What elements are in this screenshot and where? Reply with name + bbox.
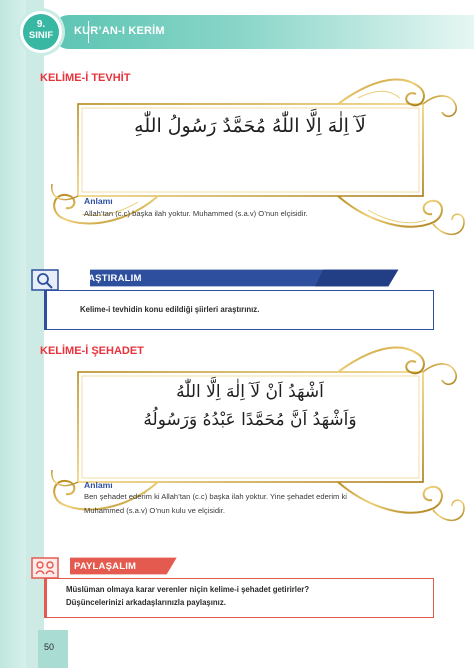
- research-ribbon-label: ARAŞTIRALIM: [74, 273, 142, 284]
- meaning-text-2-line2: Muhammed (s.a.v) O’nun kulu ve elçisidir.: [84, 506, 225, 515]
- arabic-sehadet-line1: اَشْهَدُ اَنْ لَآ اِلٰهَ اِلَّا اللّٰهُ: [176, 382, 324, 402]
- grade-number: 9.: [36, 19, 46, 30]
- share-text-line1: Müslüman olmaya karar verenler niçin kelime-i şehadet getirirler?: [66, 585, 310, 594]
- share-ribbon-label: PAYLAŞALIM: [74, 561, 137, 572]
- grade-badge: [20, 11, 62, 53]
- grade-label: SINIF: [28, 30, 54, 41]
- meaning-text-1: Allah’tan (c.c) başka ilah yoktur. Muhammed (s.a.v) O’nun elçisidir.: [84, 209, 308, 218]
- ornamental-frame: [38, 72, 468, 252]
- arabic-tevhit: لَآ اِلٰهَ اِلَّا اللّٰهُ مُحَمَّدٌ رَسُولُ اللّٰهِ: [134, 115, 366, 137]
- meaning-text-2-line1: Ben şehadet ederim ki Allah’tan (c.c) başka ilah yoktur. Yine şehadet ederim ki: [84, 492, 347, 501]
- people-share-icon: [30, 556, 60, 580]
- magnifier-icon: [30, 268, 60, 292]
- research-task-text: Kelime-i tevhidin konu edildiği şiirleri araştırınız.: [80, 305, 260, 314]
- section-title-tevhit: KELİME-İ TEVHİT: [40, 72, 131, 84]
- course-title: KUR’AN-I KERİM: [74, 25, 165, 37]
- arabic-sehadet-line2: وَاَشْهَدُ اَنَّ مُحَمَّدًا عَبْدُهُ وَرَسُولُهُ: [143, 410, 357, 430]
- meaning-label-1: Anlamı: [84, 196, 113, 206]
- page-number: 50: [44, 642, 55, 652]
- meaning-label-2: Anlamı: [84, 480, 113, 490]
- section-title-sehadet: KELİME-İ ŞEHADET: [40, 345, 144, 357]
- share-text-line2: Düşüncelerinizi arkadaşlarınızla paylaşınız.: [66, 598, 226, 607]
